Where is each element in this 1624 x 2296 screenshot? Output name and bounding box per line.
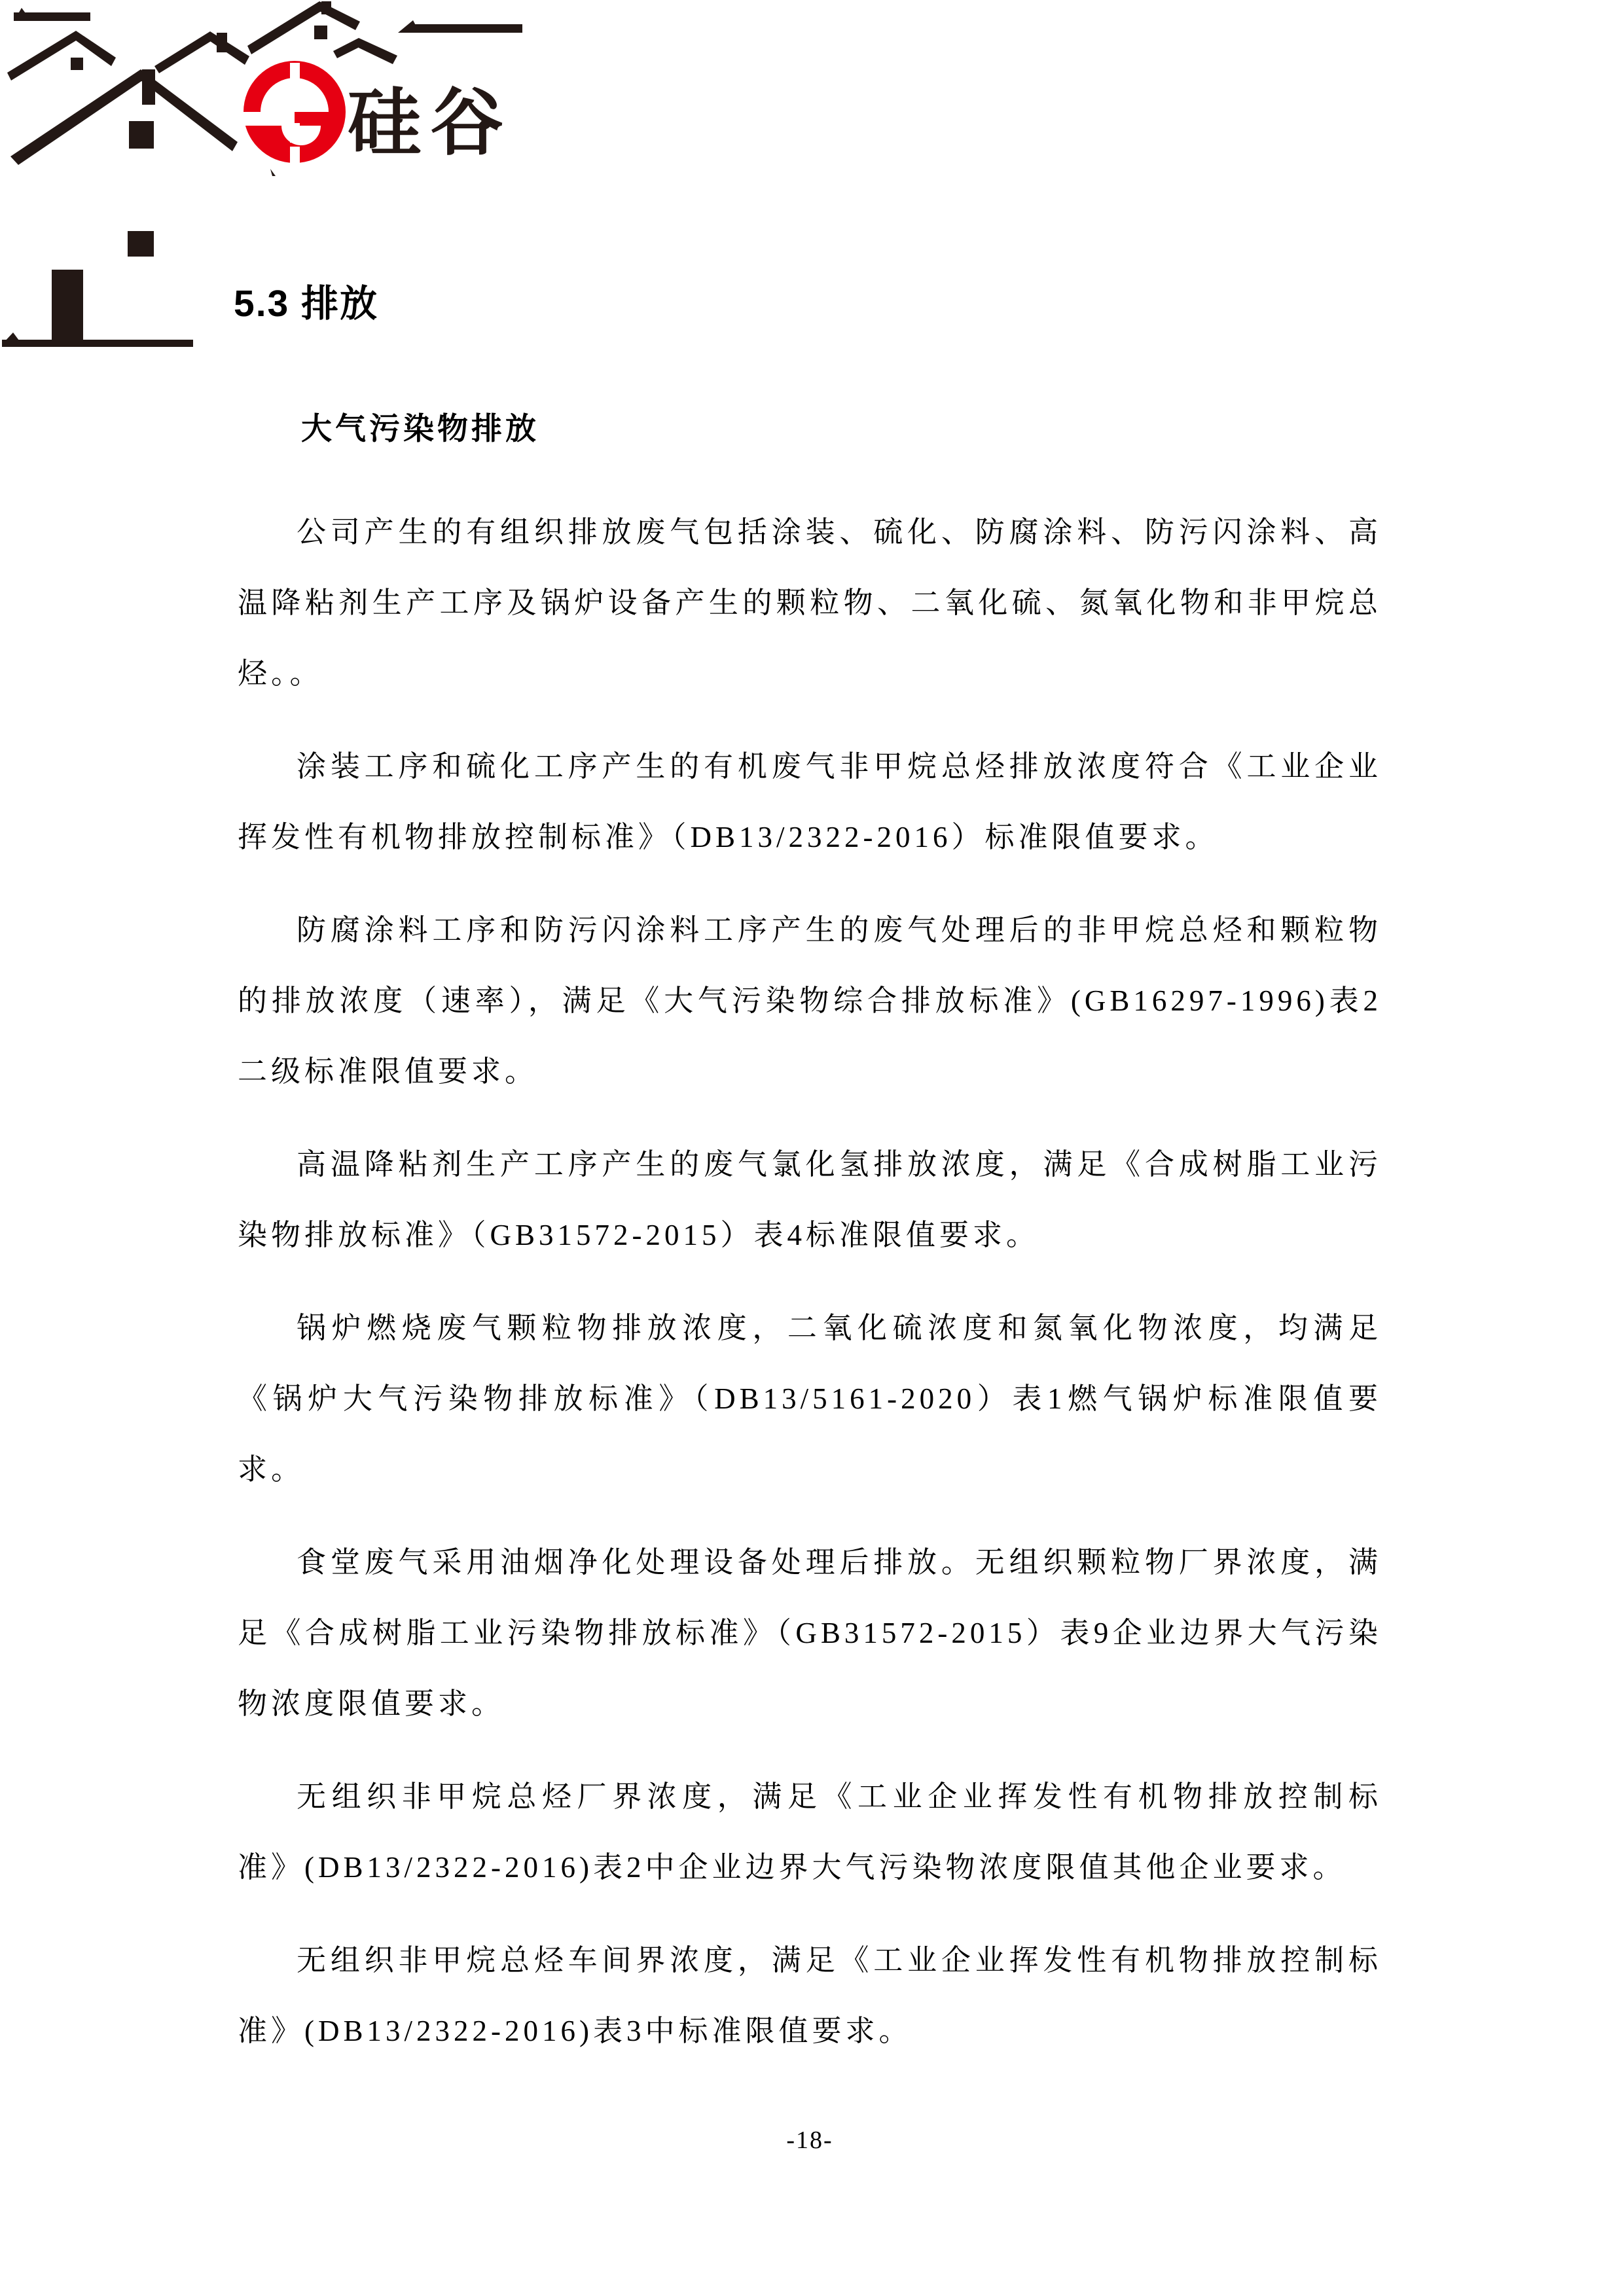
paragraph: 无组织非甲烷总烃车间界浓度，满足《工业企业挥发性有机物排放控制标准》(DB13/2322-2016)表3中标准限值要求。 xyxy=(238,1944,1382,2047)
section-heading: 5.3 排放 xyxy=(234,283,379,325)
paragraph: 锅炉燃烧废气颗粒物排放浓度，二氧化硫浓度和氮氧化物浓度，均满足《锅炉大气污染物排放标准》（DB13/5161-2020）表1燃气锅炉标准限值要求。 xyxy=(238,1312,1382,1486)
body-text xyxy=(238,497,1382,2089)
page-number: -18- xyxy=(786,2126,833,2154)
paragraph: 防腐涂料工序和防污闪涂料工序产生的废气处理后的非甲烷总烃和颗粒物的排放浓度（速率），满足《大气污染物综合排放标准》(GB16297-1996)表2二级标准限值要求。 xyxy=(238,914,1382,1088)
paragraph: 食堂废气采用油烟净化处理设备处理后排放。无组织颗粒物厂界浓度，满足《合成树脂工业污染物排放标准》（GB31572-2015）表9企业边界大气污染物浓度限值要求。 xyxy=(238,1546,1382,1720)
logo-wordmark: 硅谷 xyxy=(348,82,513,164)
paragraph: 高温降粘剂生产工序产生的废气氯化氢排放浓度，满足《合成树脂工业污染物排放标准》（GB31572-2015）表4标准限值要求。 xyxy=(238,1148,1382,1251)
subsection-heading: 大气污染物排放 xyxy=(301,412,539,446)
paragraph: 涂装工序和硫化工序产生的有机废气非甲烷总烃排放浓度符合《工业企业挥发性有机物排放控制标准》（DB13/2322-2016）标准限值要求。 xyxy=(238,750,1382,853)
paragraph: 公司产生的有组织排放废气包括涂装、硫化、防腐涂料、防污闪涂料、高温降粘剂生产工序及锅炉设备产生的颗粒物、二氧化硫、氮氧化物和非甲烷总烃。。 xyxy=(238,516,1382,690)
logo-emblem-icon xyxy=(244,61,346,165)
paragraph: 无组织非甲烷总烃厂界浓度，满足《工业企业挥发性有机物排放控制标准》(DB13/2322-2016)表2中企业边界大气污染物浓度限值其他企业要求。 xyxy=(238,1780,1382,1884)
